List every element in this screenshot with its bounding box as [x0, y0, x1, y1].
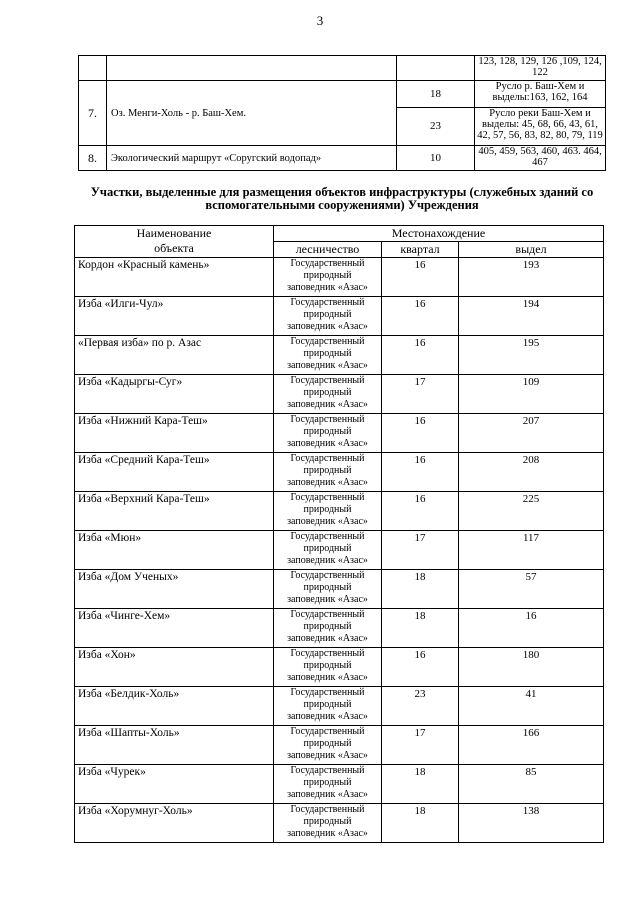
header-location: Местонахождение — [274, 226, 604, 242]
vydel-cell: 194 — [459, 297, 604, 336]
kvartal-cell: 16 — [382, 492, 459, 531]
lesnichestvo-line: заповедник «Азас» — [287, 828, 368, 840]
vydel-cell: 57 — [459, 570, 604, 609]
object-name: Изба «Чурек» — [75, 765, 274, 804]
kvartal-cell: 16 — [382, 336, 459, 375]
table-row — [75, 297, 604, 336]
header-name — [75, 226, 274, 258]
lesnichestvo-line: природный — [303, 777, 352, 789]
kvartal-cell: 18 — [382, 570, 459, 609]
vydel-cell: 85 — [459, 765, 604, 804]
kvartal-cell: 18 — [382, 609, 459, 648]
table-row — [75, 687, 604, 726]
infrastructure-table-body — [75, 258, 604, 843]
lesnichestvo-line: заповедник «Азас» — [287, 672, 368, 684]
table-row — [75, 336, 604, 375]
kvartal-cell: 23 — [397, 108, 475, 146]
lesnichestvo-line: заповедник «Азас» — [287, 633, 368, 645]
row-number: 7. — [79, 81, 107, 146]
vydel-cell: 16 — [459, 609, 604, 648]
lesnichestvo-line: природный — [303, 699, 352, 711]
object-name: «Первая изба» по р. Азас — [75, 336, 274, 375]
vydel-cell: 208 — [459, 453, 604, 492]
lesnichestvo-line: Государственный — [290, 453, 365, 464]
header-row — [75, 226, 604, 242]
lesnichestvo-cell — [274, 414, 382, 453]
kvartal-cell: 16 — [382, 297, 459, 336]
vydel-cell: 41 — [459, 687, 604, 726]
lesnichestvo-cell — [274, 570, 382, 609]
lesnichestvo-line: природный — [303, 270, 352, 282]
lesnichestvo-line: природный — [303, 621, 352, 633]
vydel-cell: 207 — [459, 414, 604, 453]
vydel-cell: 180 — [459, 648, 604, 687]
lesnichestvo-line: заповедник «Азас» — [287, 438, 368, 450]
lesnichestvo-line: Государственный — [290, 804, 365, 815]
table-row — [75, 531, 604, 570]
lesnichestvo-line: Государственный — [290, 531, 365, 542]
vydel-cell: 109 — [459, 375, 604, 414]
infrastructure-table — [74, 225, 604, 843]
table-row — [75, 726, 604, 765]
kvartal-cell: 16 — [382, 648, 459, 687]
lesnichestvo-cell — [274, 765, 382, 804]
kvartal-cell: 18 — [382, 765, 459, 804]
table-row — [75, 609, 604, 648]
table-row — [75, 648, 604, 687]
lesnichestvo-line: заповедник «Азас» — [287, 477, 368, 489]
vydel-cell: 138 — [459, 804, 604, 843]
lesnichestvo-line: природный — [303, 504, 352, 516]
lesnichestvo-cell — [274, 336, 382, 375]
object-name: Изба «Шапты-Холь» — [75, 726, 274, 765]
table-row — [79, 146, 606, 171]
kvartal-cell: 18 — [382, 804, 459, 843]
table-row — [75, 453, 604, 492]
lesnichestvo-line: Государственный — [290, 765, 365, 776]
lesnichestvo-line: природный — [303, 816, 352, 828]
vydely-cell: 123, 128, 129, 126 ,109, 124, 122 — [475, 56, 606, 81]
object-name: Изба «Верхний Кара-Теш» — [75, 492, 274, 531]
lesnichestvo-line: Государственный — [290, 375, 365, 386]
lesnichestvo-cell — [274, 258, 382, 297]
kvartal-cell: 16 — [382, 453, 459, 492]
lesnichestvo-line: природный — [303, 309, 352, 321]
page-number: 3 — [316, 13, 324, 28]
object-name: Изба «Хон» — [75, 648, 274, 687]
lesnichestvo-line: заповедник «Азас» — [287, 555, 368, 567]
vydel-cell: 117 — [459, 531, 604, 570]
lesnichestvo-line: природный — [303, 387, 352, 399]
lesnichestvo-line: Государственный — [290, 570, 365, 581]
header-name-line: Наименование — [136, 226, 212, 240]
lesnichestvo-cell — [274, 492, 382, 531]
lesnichestvo-line: Государственный — [290, 492, 365, 503]
table-row — [79, 56, 606, 81]
object-name: Изба «Кадыргы-Суг» — [75, 375, 274, 414]
object-name: Изба «Средний Кара-Теш» — [75, 453, 274, 492]
lesnichestvo-line: заповедник «Азас» — [287, 360, 368, 372]
route-name: Экологический маршрут «Соругский водопад» — [107, 146, 397, 171]
kvartal-cell: 23 — [382, 687, 459, 726]
lesnichestvo-line: Государственный — [290, 258, 365, 269]
table-row — [75, 258, 604, 297]
vydely-cell: 405, 459, 563, 460, 463. 464, 467 — [475, 146, 606, 171]
routes-table-continuation — [78, 55, 606, 171]
table-row — [75, 570, 604, 609]
lesnichestvo-cell — [274, 648, 382, 687]
row-number: 8. — [79, 146, 107, 171]
object-name: Изба «Хорумнуг-Холь» — [75, 804, 274, 843]
lesnichestvo-line: заповедник «Азас» — [287, 750, 368, 762]
lesnichestvo-cell — [274, 297, 382, 336]
kvartal-cell — [397, 56, 475, 81]
lesnichestvo-line: заповедник «Азас» — [287, 321, 368, 333]
lesnichestvo-line: Государственный — [290, 609, 365, 620]
lesnichestvo-line: заповедник «Азас» — [287, 789, 368, 801]
vydely-cell: Русло реки Баш-Хем и выделы: 45, 68, 66, 43, 61, 42, 57, 56, 83, 82, 80, 79, 119 — [475, 108, 606, 146]
table-row — [75, 804, 604, 843]
lesnichestvo-line: Государственный — [290, 648, 365, 659]
kvartal-cell: 18 — [397, 81, 475, 108]
section-title — [72, 186, 612, 212]
lesnichestvo-line: заповедник «Азас» — [287, 594, 368, 606]
lesnichestvo-line: Государственный — [290, 297, 365, 308]
lesnichestvo-line: природный — [303, 582, 352, 594]
vydel-cell: 166 — [459, 726, 604, 765]
lesnichestvo-line: заповедник «Азас» — [287, 399, 368, 411]
lesnichestvo-line: природный — [303, 543, 352, 555]
section-title-line: Участки, выделенные для размещения объектов инфраструктуры (служебных зданий со — [90, 185, 594, 199]
lesnichestvo-cell — [274, 609, 382, 648]
table-row — [75, 414, 604, 453]
kvartal-cell: 16 — [382, 414, 459, 453]
lesnichestvo-line: природный — [303, 660, 352, 672]
lesnichestvo-line: заповедник «Азас» — [287, 516, 368, 528]
vydel-cell: 225 — [459, 492, 604, 531]
section-title-line: вспомогательными сооружениями) Учреждения — [205, 198, 479, 212]
header-name-line: объекта — [154, 241, 194, 255]
header-vydel: выдел — [459, 242, 604, 258]
lesnichestvo-cell — [274, 453, 382, 492]
table-row — [75, 375, 604, 414]
vydely-cell: Русло р. Баш-Хем и выделы:163, 162, 164 — [475, 81, 606, 108]
lesnichestvo-cell — [274, 375, 382, 414]
object-name: Изба «Дом Ученых» — [75, 570, 274, 609]
lesnichestvo-cell — [274, 804, 382, 843]
kvartal-cell: 17 — [382, 375, 459, 414]
table-row — [79, 81, 606, 108]
lesnichestvo-cell — [274, 687, 382, 726]
lesnichestvo-cell — [274, 531, 382, 570]
object-name: Изба «Чинге-Хем» — [75, 609, 274, 648]
lesnichestvo-line: природный — [303, 348, 352, 360]
name-cell — [107, 56, 397, 81]
table-row — [75, 492, 604, 531]
object-name: Изба «Мюн» — [75, 531, 274, 570]
lesnichestvo-line: природный — [303, 426, 352, 438]
lesnichestvo-line: Государственный — [290, 414, 365, 425]
table-row — [75, 765, 604, 804]
kvartal-cell: 16 — [382, 258, 459, 297]
kvartal-cell: 17 — [382, 726, 459, 765]
route-name: Оз. Менги-Холь - р. Баш-Хем. — [107, 81, 397, 146]
lesnichestvo-line: заповедник «Азас» — [287, 282, 368, 294]
kvartal-cell: 10 — [397, 146, 475, 171]
kvartal-cell: 17 — [382, 531, 459, 570]
lesnichestvo-line: природный — [303, 738, 352, 750]
object-name: Изба «Илги-Чул» — [75, 297, 274, 336]
lesnichestvo-line: Государственный — [290, 336, 365, 347]
object-name: Изба «Нижний Кара-Теш» — [75, 414, 274, 453]
num-cell — [79, 56, 107, 81]
object-name: Кордон «Красный камень» — [75, 258, 274, 297]
lesnichestvo-cell — [274, 726, 382, 765]
lesnichestvo-line: Государственный — [290, 687, 365, 698]
header-kvartal: квартал — [382, 242, 459, 258]
object-name: Изба «Белдик-Холь» — [75, 687, 274, 726]
lesnichestvo-line: природный — [303, 465, 352, 477]
header-lesnichestvo: лесничество — [274, 242, 382, 258]
lesnichestvo-line: заповедник «Азас» — [287, 711, 368, 723]
lesnichestvo-line: Государственный — [290, 726, 365, 737]
vydel-cell: 193 — [459, 258, 604, 297]
vydel-cell: 195 — [459, 336, 604, 375]
